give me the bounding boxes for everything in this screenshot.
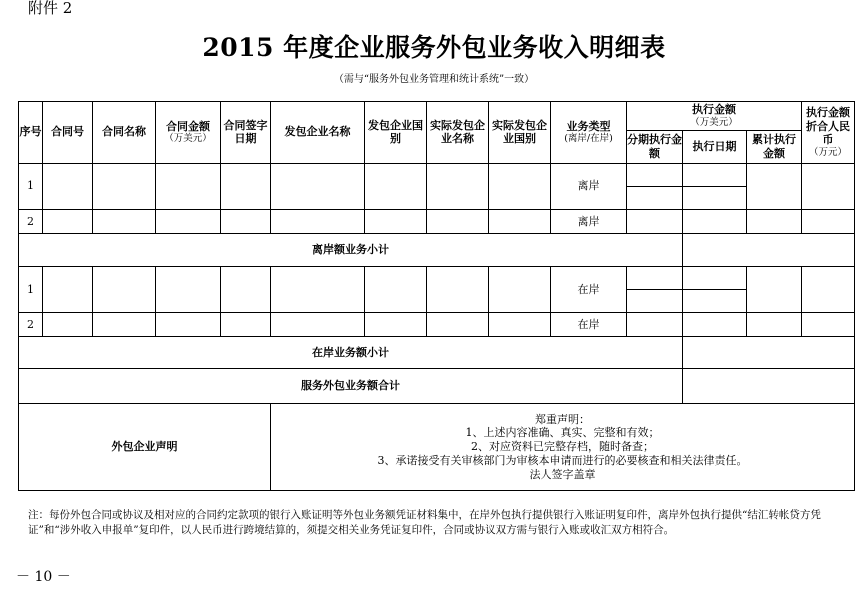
- page-subtitle: （需与“服务外包业务管理和统计系统”一致）: [333, 74, 535, 85]
- cell: [747, 163, 802, 209]
- cell: [156, 266, 221, 312]
- header-cumulative: 累计执行金额: [747, 131, 802, 163]
- cell: [627, 210, 683, 234]
- header-seq: 序号: [19, 102, 43, 164]
- cell: [427, 210, 489, 234]
- cell: [683, 210, 747, 234]
- footnote: 注：每份外包合同或协议及相对应的合同约定款项的银行入账证明等外包业务额凭证材料集中，在岸外包执行提供银行入账证明复印件，离岸外包执行提供“结汇转帐贷方凭证”和“涉外收入申报单”复印件，以人民币进行跨境结算的，须提交相关业务凭证复印件，合同或协议双方需与银行入账或收汇双方相符合。: [28, 509, 821, 537]
- cell: [156, 313, 221, 337]
- cell: [271, 210, 365, 234]
- cell: [683, 186, 747, 209]
- declaration-text: [271, 404, 855, 491]
- grand-total-label: 服务外包业务额合计: [19, 368, 683, 403]
- cell: [427, 163, 489, 209]
- header-rmb-label: 执行金额折合人民币: [806, 105, 850, 147]
- cell: [627, 163, 683, 186]
- page-number: － 10 －: [16, 569, 71, 585]
- declaration-item-2: 2、对应资料已完整存档，随时备查；: [471, 440, 654, 454]
- cell: [489, 210, 551, 234]
- cell: [747, 210, 802, 234]
- cell: [365, 210, 427, 234]
- header-issuer-name: 发包企业名称: [271, 102, 365, 164]
- cell: [365, 313, 427, 337]
- income-detail-table: [18, 101, 855, 491]
- cell: [271, 313, 365, 337]
- cell: [43, 266, 93, 312]
- cell: [221, 210, 271, 234]
- cell: [802, 210, 855, 234]
- onshore-row-1-type: 在岸: [551, 266, 627, 312]
- cell: [427, 313, 489, 337]
- offshore-row-2-type: 离岸: [551, 210, 627, 234]
- cell: [627, 313, 683, 337]
- cell: [93, 210, 156, 234]
- header-actual-issuer-name: 实际发包企业名称: [427, 102, 489, 164]
- header-contract-amount-unit: （万美元）: [164, 133, 212, 145]
- declaration-item-1: 1、上述内容准确、真实、完整和有效；: [465, 426, 660, 440]
- declaration-heading: 郑重声明：: [535, 412, 590, 426]
- cell: [221, 163, 271, 209]
- header-contract-amount: [156, 102, 221, 164]
- attachment-label: 附件 2: [28, 0, 73, 17]
- cell: [627, 266, 683, 289]
- onshore-subtotal-label: 在岸业务额小计: [19, 337, 683, 368]
- cell: [93, 266, 156, 312]
- header-contract-amount-label: 合同金额: [166, 119, 210, 133]
- header-contract-name: 合同名称: [93, 102, 156, 164]
- cell: [489, 266, 551, 312]
- header-rmb: [802, 102, 855, 164]
- header-exec-amount: [627, 102, 802, 131]
- cell: [683, 163, 747, 186]
- header-exec-date: 执行日期: [683, 131, 747, 163]
- header-exec-amount-label: 执行金额: [692, 103, 736, 117]
- cell: [93, 313, 156, 337]
- cell: [221, 266, 271, 312]
- grand-total-value: [683, 368, 855, 403]
- cell: [43, 163, 93, 209]
- cell: [43, 210, 93, 234]
- page-title: 2015 年度企业服务外包业务收入明细表: [202, 33, 666, 62]
- header-installment: 分期执行金额: [627, 131, 683, 163]
- onshore-row-1-seq: 1: [19, 266, 43, 312]
- cell: [683, 289, 747, 312]
- cell: [489, 313, 551, 337]
- offshore-row-1-seq: 1: [19, 163, 43, 209]
- onshore-row-2-seq: 2: [19, 313, 43, 337]
- cell: [156, 163, 221, 209]
- header-exec-amount-unit: （万美元）: [690, 117, 738, 129]
- offshore-subtotal-label: 离岸额业务小计: [19, 234, 683, 266]
- onshore-row-2-type: 在岸: [551, 313, 627, 337]
- cell: [683, 313, 747, 337]
- header-contract-no: 合同号: [43, 102, 93, 164]
- cell: [802, 163, 855, 209]
- cell: [802, 313, 855, 337]
- cell: [427, 266, 489, 312]
- declaration-label: 外包企业声明: [19, 404, 271, 491]
- header-actual-issuer-country: 实际发包企业国别: [489, 102, 551, 164]
- cell: [93, 163, 156, 209]
- cell: [802, 266, 855, 312]
- cell: [365, 266, 427, 312]
- cell: [221, 313, 271, 337]
- offshore-subtotal-value: [683, 234, 855, 266]
- header-rmb-unit: （万元）: [808, 147, 847, 158]
- header-business-type-note: (离岸/在岸): [564, 133, 613, 145]
- offshore-row-1-type: 离岸: [551, 163, 627, 209]
- cell: [271, 163, 365, 209]
- header-business-type-label: 业务类型: [566, 119, 611, 133]
- cell: [683, 266, 747, 289]
- header-sign-date: 合同签字日期: [221, 102, 271, 164]
- cell: [747, 266, 802, 312]
- offshore-row-2-seq: 2: [19, 210, 43, 234]
- cell: [489, 163, 551, 209]
- cell: [43, 313, 93, 337]
- declaration-seal: 法人签字盖章: [529, 467, 596, 481]
- declaration-item-3: 3、承诺接受有关审核部门为审核本申请而进行的必要核查和相关法律责任。: [377, 453, 748, 467]
- cell: [747, 313, 802, 337]
- header-business-type: [551, 102, 627, 164]
- cell: [627, 289, 683, 312]
- cell: [156, 210, 221, 234]
- header-issuer-country: 发包企业国别: [365, 102, 427, 164]
- cell: [365, 163, 427, 209]
- cell: [271, 266, 365, 312]
- cell: [627, 186, 683, 209]
- onshore-subtotal-value: [683, 337, 855, 368]
